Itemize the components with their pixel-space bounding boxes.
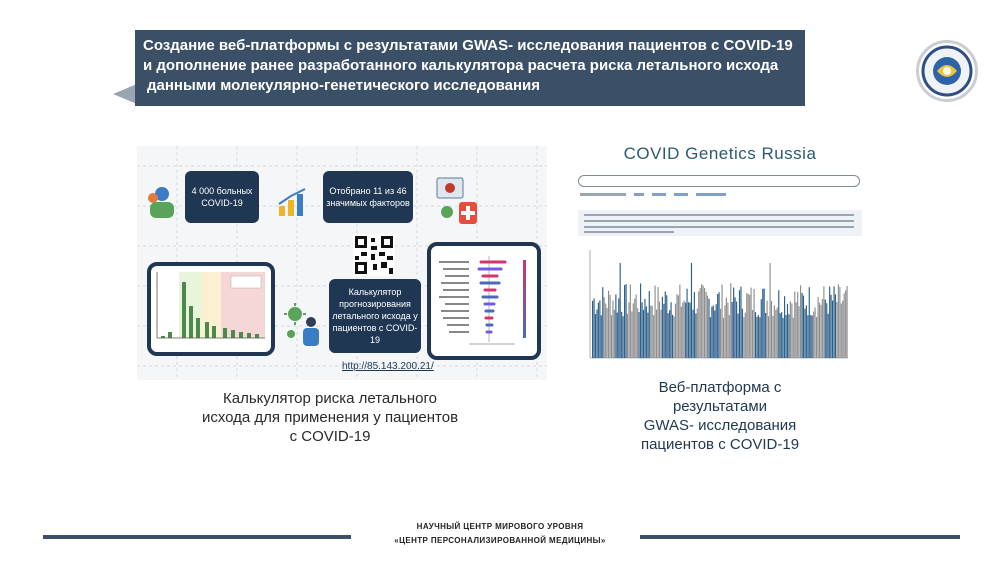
manhattan-column [684, 301, 685, 358]
website-caption-line: пациентов с COVID-19 [640, 436, 800, 453]
footer-line-2: «ЦЕНТР ПЕРСОНАЛИЗИРОВАННОЙ МЕДИЦИНЫ» [394, 536, 606, 545]
website-caption-line: GWAS- исследования [643, 417, 797, 434]
manhattan-column [674, 316, 675, 358]
manhattan-column [813, 312, 814, 359]
manhattan-column [787, 304, 788, 358]
manhattan-column [740, 287, 741, 358]
manhattan-column [829, 287, 830, 359]
manhattan-column [704, 288, 705, 358]
manhattan-column [733, 288, 734, 359]
manhattan-column [679, 285, 680, 358]
manhattan-column [828, 314, 829, 358]
website-caption-line: Веб-платформа с [658, 379, 782, 396]
manhattan-column [713, 306, 714, 359]
manhattan-column [822, 299, 823, 358]
manhattan-column [729, 315, 730, 358]
manhattan-column [742, 309, 743, 358]
manhattan-column [780, 313, 781, 358]
manhattan-column [771, 301, 772, 358]
manhattan-column [612, 301, 613, 358]
manhattan-column [794, 292, 795, 359]
manhattan-column [736, 302, 737, 358]
manhattan-column [765, 313, 766, 358]
manhattan-column [601, 315, 602, 358]
manhattan-column [777, 308, 778, 358]
manhattan-column [687, 289, 688, 358]
manhattan-column [783, 318, 784, 358]
manhattan-column [627, 314, 628, 358]
manhattan-column [719, 292, 720, 358]
manhattan-column [711, 307, 712, 358]
manhattan-column [759, 317, 760, 358]
manhattan-column [761, 299, 762, 358]
manhattan-column [639, 312, 640, 358]
manhattan-column [703, 286, 704, 358]
calculator-link[interactable]: http://85.143.200.21/ [342, 361, 434, 372]
manhattan-column [604, 297, 605, 358]
manhattan-column [636, 295, 637, 359]
manhattan-column [681, 307, 682, 358]
manhattan-column [720, 309, 721, 358]
manhattan-column [644, 299, 645, 358]
manhattan-column [810, 315, 811, 358]
manhattan-column [678, 295, 679, 358]
manhattan-column [774, 306, 775, 358]
manhattan-column [598, 303, 599, 359]
manhattan-column [610, 295, 611, 358]
manhattan-column [662, 297, 663, 358]
manhattan-column [845, 290, 846, 358]
manhattan-column [634, 299, 635, 358]
footer-divider-left [43, 535, 351, 539]
manhattan-column [819, 303, 820, 358]
website-search-input[interactable] [578, 175, 860, 187]
manhattan-column [688, 302, 689, 358]
manhattan-column [707, 296, 708, 358]
manhattan-column [631, 311, 632, 358]
manhattan-column [630, 285, 631, 358]
manhattan-column [643, 310, 644, 358]
manhattan-column [596, 310, 597, 359]
manhattan-column [755, 312, 756, 358]
manhattan-column [663, 304, 664, 358]
manhattan-column [682, 303, 683, 358]
manhattan-column [732, 302, 733, 358]
manhattan-column [621, 312, 622, 358]
manhattan-column [781, 312, 782, 358]
manhattan-column [698, 291, 699, 358]
manhattan-column [812, 316, 813, 358]
manhattan-column [671, 302, 672, 358]
manhattan-column [793, 318, 794, 358]
manhattan-column [727, 303, 728, 358]
manhattan-column [770, 263, 771, 358]
manhattan-column [752, 310, 753, 358]
manhattan-column [716, 304, 717, 358]
manhattan-column [786, 315, 787, 358]
risk-bar-chart [151, 266, 271, 352]
manhattan-column [691, 263, 692, 358]
manhattan-column [722, 285, 723, 359]
manhattan-column [826, 303, 827, 358]
manhattan-column [788, 314, 789, 358]
manhattan-column [839, 287, 840, 358]
manhattan-column [694, 292, 695, 358]
manhattan-column [820, 305, 821, 358]
manhattan-column [743, 317, 744, 358]
manhattan-column [647, 313, 648, 358]
manhattan-column [754, 289, 755, 358]
manhattan-column [659, 302, 660, 359]
manhattan-column [605, 304, 606, 358]
manhattan-column [823, 286, 824, 358]
manhattan-column [611, 315, 612, 358]
manhattan-column [838, 284, 839, 358]
manhattan-column [831, 295, 832, 358]
manhattan-column [825, 300, 826, 359]
manhattan-column [618, 298, 619, 358]
manhattan-column [803, 296, 804, 358]
manhattan-column [620, 263, 621, 358]
manhattan-column [656, 310, 657, 358]
manhattan-column [652, 306, 653, 358]
manhattan-column [807, 315, 808, 358]
manhattan-column [726, 298, 727, 359]
website-caption-line: результатами [672, 398, 768, 415]
manhattan-column [623, 316, 624, 358]
manhattan-column [751, 288, 752, 358]
manhattan-column [806, 305, 807, 358]
manhattan-column [676, 294, 677, 358]
slide-title [135, 30, 805, 106]
calculator-caption-line: Калькулятор риска летального [223, 390, 437, 407]
manhattan-column [768, 316, 769, 358]
manhattan-plot [580, 248, 850, 364]
website-description-placeholder [578, 210, 862, 236]
manhattan-column [836, 302, 837, 358]
manhattan-column [799, 306, 800, 358]
qr-code-icon [353, 234, 395, 276]
manhattan-column [701, 284, 702, 358]
manhattan-column [697, 309, 698, 359]
chart-growth-icon [277, 186, 309, 218]
website-caption [600, 378, 840, 454]
manhattan-column [809, 287, 810, 358]
manhattan-column [841, 304, 842, 359]
doctor-icon [435, 176, 483, 228]
manhattan-column [804, 309, 805, 358]
manhattan-column [714, 311, 715, 359]
calculator-box: Калькулятор прогнозирования летального исхода у пациентов с COVID-19 [329, 279, 421, 353]
manhattan-column [730, 283, 731, 358]
manhattan-column [738, 314, 739, 358]
manhattan-column [835, 294, 836, 358]
manhattan-column [614, 310, 615, 358]
manhattan-column [655, 286, 656, 358]
manhattan-column [692, 310, 693, 358]
factors-box: Отобрано 11 из 46 значимых факторов [323, 171, 413, 223]
manhattan-column [624, 285, 625, 358]
virus-patient-icon [283, 302, 323, 348]
calculator-caption-line: исхода для применения у пациентов [201, 409, 459, 426]
patients-icon [145, 184, 179, 220]
manhattan-column [723, 318, 724, 358]
manhattan-column [700, 288, 701, 358]
title-shadow [113, 84, 137, 104]
manhattan-column [748, 294, 749, 358]
title-line-3: данными молекулярно-генетического исследования [147, 77, 541, 94]
manhattan-column [842, 301, 843, 358]
factor-importance-plot [431, 246, 537, 356]
calculator-caption-line: с COVID-19 [289, 428, 371, 445]
factor-importance-panel [427, 242, 541, 360]
manhattan-column [617, 313, 618, 359]
manhattan-column [778, 290, 779, 358]
manhattan-column [797, 292, 798, 358]
manhattan-column [660, 310, 661, 358]
manhattan-column [802, 293, 803, 358]
manhattan-column [749, 295, 750, 358]
manhattan-column [649, 291, 650, 358]
manhattan-column [790, 301, 791, 358]
manhattan-column [594, 298, 595, 358]
manhattan-column [796, 302, 797, 358]
manhattan-column [832, 301, 833, 359]
manhattan-column [758, 315, 759, 358]
manhattan-column [708, 299, 709, 358]
manhattan-column [640, 284, 641, 359]
manhattan-column [762, 289, 763, 358]
footer-divider-right [640, 535, 960, 539]
manhattan-column [626, 284, 627, 358]
manhattan-column [608, 291, 609, 358]
manhattan-column [706, 292, 707, 358]
manhattan-column [633, 303, 634, 358]
manhattan-column [767, 301, 768, 358]
manhattan-column [675, 304, 676, 358]
manhattan-column [602, 287, 603, 358]
manhattan-column [665, 291, 666, 358]
manhattan-column [599, 300, 600, 358]
manhattan-column [818, 297, 819, 358]
manhattan-column [800, 285, 801, 358]
manhattan-column [775, 310, 776, 358]
manhattan-column [739, 290, 740, 358]
manhattan-column [595, 314, 596, 358]
manhattan-column [615, 295, 616, 359]
manhattan-column [695, 313, 696, 358]
calculator-caption [170, 389, 490, 446]
manhattan-column [672, 315, 673, 358]
manhattan-column [642, 302, 643, 358]
patients-count-box: 4 000 больных COVID-19 [185, 171, 259, 223]
manhattan-column [764, 289, 765, 359]
manhattan-column [834, 286, 835, 358]
manhattan-column [816, 317, 817, 358]
manhattan-column [784, 296, 785, 358]
manhattan-column [592, 301, 593, 358]
manhattan-column [746, 293, 747, 358]
title-line-1: Создание веб-платформы с результатами GWAS- исследования пациентов с COVID-19 [143, 37, 793, 54]
manhattan-column [607, 308, 608, 358]
manhattan-column [717, 294, 718, 358]
footer-organization [360, 520, 640, 548]
manhattan-column [791, 304, 792, 359]
manhattan-column [745, 313, 746, 358]
manhattan-column [669, 310, 670, 358]
manhattan-column [650, 306, 651, 358]
risk-bar-chart-panel [147, 262, 275, 356]
logo-emblem-icon [919, 43, 975, 99]
footer-line-1: НАУЧНЫЙ ЦЕНТР МИРОВОГО УРОВНЯ [416, 522, 584, 531]
manhattan-column [685, 303, 686, 358]
manhattan-column [772, 316, 773, 358]
manhattan-column [668, 313, 669, 358]
calculator-infographic [137, 146, 547, 380]
manhattan-column [628, 303, 629, 359]
manhattan-column [724, 305, 725, 358]
manhattan-column [637, 308, 638, 358]
manhattan-column [666, 295, 667, 358]
manhattan-column [710, 317, 711, 358]
manhattan-column [690, 303, 691, 358]
website-title: COVID Genetics Russia [623, 144, 817, 163]
manhattan-column [653, 315, 654, 358]
manhattan-column [756, 317, 757, 358]
manhattan-column [646, 306, 647, 358]
manhattan-column [847, 286, 848, 358]
manhattan-column [844, 293, 845, 358]
manhattan-column [815, 307, 816, 358]
title-line-2: и дополнение ранее разработанного калькулятора расчета риска летального исхода [143, 57, 779, 74]
manhattan-column [658, 287, 659, 358]
manhattan-column [735, 297, 736, 358]
center-logo [916, 40, 978, 102]
